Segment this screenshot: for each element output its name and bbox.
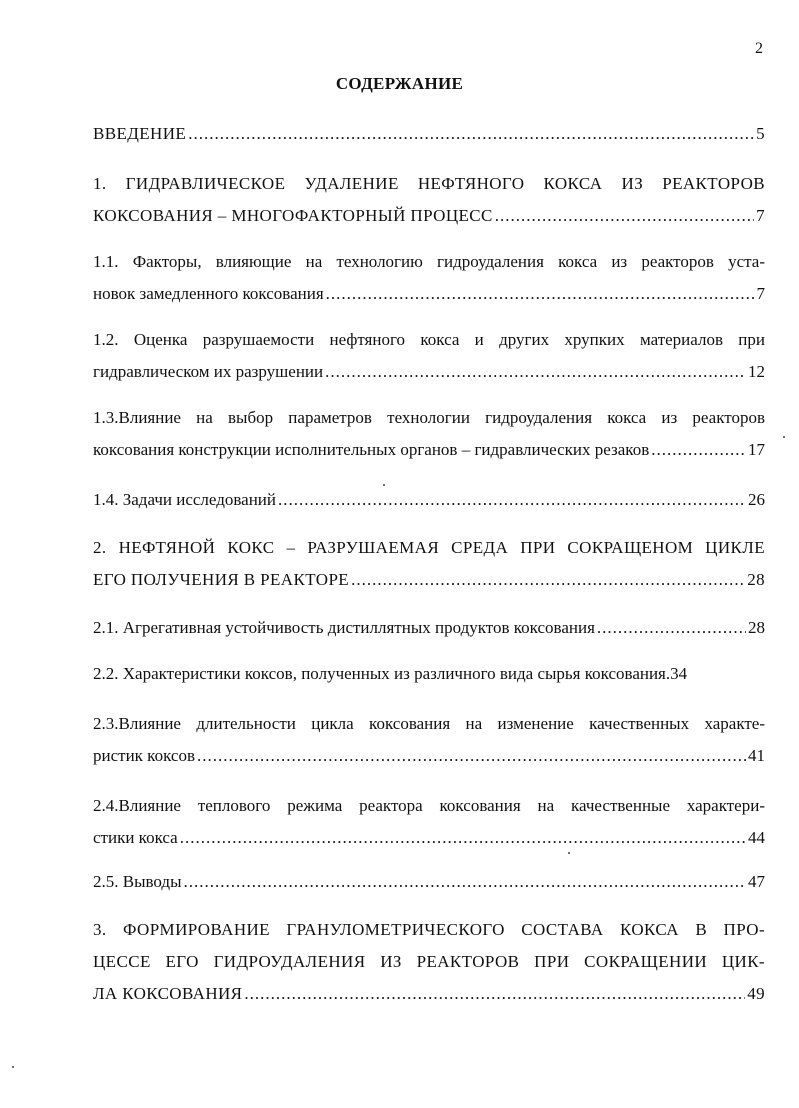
- toc-entry-title: 2.1. Агрегативная устойчивость дистиллятных продуктов коксования: [93, 618, 595, 637]
- scan-speck: [568, 852, 570, 854]
- toc-entry-page: 28: [747, 570, 765, 589]
- toc-entry-page: 47: [748, 872, 765, 891]
- toc-entry-title: 1.4. Задачи исследований: [93, 490, 277, 509]
- toc-entry-title-line: 2.3.Влияние длительности цикла коксования на изменение качественных характе-: [93, 714, 765, 733]
- toc-entry-title: ристик коксов: [93, 746, 195, 765]
- page-number: 2: [755, 40, 763, 57]
- page-title: СОДЕРЖАНИЕ: [335, 74, 464, 93]
- leader-dots: [188, 118, 754, 150]
- toc-entry-title: КОКСОВАНИЯ – МНОГОФАКТОРНЫЙ ПРОЦЕСС: [93, 206, 493, 225]
- toc-entry-2-2: [93, 658, 765, 690]
- toc-entry-title: 2.5. Выводы: [93, 872, 182, 891]
- toc-entry-title-line: 3. ФОРМИРОВАНИЕ ГРАНУЛОМЕТРИЧЕСКОГО СОСТАВА КОКСА В ПРО-: [93, 920, 765, 939]
- toc-entry-page: 28: [748, 618, 765, 637]
- toc-entry-2-5: [93, 866, 765, 898]
- leader-dots: [326, 278, 755, 310]
- scan-speck: [783, 436, 785, 438]
- leader-dots: [184, 866, 746, 898]
- toc-entry-introduction: [93, 118, 765, 150]
- leader-dots: [244, 978, 745, 1010]
- toc-entry-title-line: 2. НЕФТЯНОЙ КОКС – РАЗРУШАЕМАЯ СРЕДА ПРИ СОКРАЩЕНОМ ЦИКЛЕ: [93, 538, 765, 557]
- toc-entry-page: 44: [748, 828, 765, 847]
- toc-entry-page: 5: [756, 124, 765, 143]
- toc-entry-1-3: [93, 402, 765, 466]
- leader-dots: [325, 356, 746, 388]
- leader-dots: [597, 612, 746, 644]
- toc-entry-title-line: 2.4.Влияние теплового режима реактора коксования на качественные характери-: [93, 796, 765, 815]
- toc-entry-page: 49: [747, 984, 765, 1003]
- toc-entry-2-3: [93, 708, 765, 772]
- scan-speck: [383, 484, 385, 486]
- toc-entry-page: 17: [748, 440, 765, 459]
- toc-entry-title-line: ЦЕССЕ ЕГО ГИДРОУДАЛЕНИЯ ИЗ РЕАКТОРОВ ПРИ СОКРАЩЕНИИ ЦИК-: [93, 952, 765, 971]
- leader-dots: [180, 822, 746, 854]
- toc-entry-title-line: 1. ГИДРАВЛИЧЕСКОЕ УДАЛЕНИЕ НЕФТЯНОГО КОКСА ИЗ РЕАКТОРОВ: [93, 174, 765, 193]
- toc-entry-page: 41: [748, 746, 765, 765]
- toc-entry-1-2: [93, 324, 765, 388]
- toc-entry-chapter-2: [93, 532, 765, 596]
- leader-dots: [495, 200, 754, 232]
- toc-entry-page: 26: [748, 490, 765, 509]
- toc-entry-page: 7: [756, 284, 765, 303]
- toc-entry-title-line: 1.3.Влияние на выбор параметров технологии гидроудаления кокса из реакторов: [93, 408, 765, 427]
- toc-entry-title: ЕГО ПОЛУЧЕНИЯ В РЕАКТОРЕ: [93, 570, 350, 589]
- toc-entry-1-4: [93, 484, 765, 516]
- toc-entry-page: 34: [670, 664, 688, 683]
- toc-entry-2-1: [93, 612, 765, 644]
- scan-speck: [12, 1066, 14, 1068]
- toc-entry-title-line: 1.1. Факторы, влияющие на технологию гидроудаления кокса из реакторов уста-: [93, 252, 765, 271]
- toc-entry-1-1: [93, 246, 765, 310]
- toc-entry-title: гидравлическом их разрушении: [93, 362, 324, 381]
- toc-entry-title: 2.2. Характеристики коксов, полученных из различного вида сырья коксования.: [93, 664, 671, 683]
- toc-entry-title-line: 1.2. Оценка разрушаемости нефтяного кокса и других хрупких материалов при: [93, 330, 765, 349]
- toc-entry-title: коксования конструкции исполнительных органов – гидравлических резаков: [93, 440, 650, 459]
- toc-entry-2-4: [93, 790, 765, 854]
- leader-dots: [651, 434, 746, 466]
- leader-dots: [197, 740, 746, 772]
- toc-entry-title: новок замедленного коксования: [93, 284, 324, 303]
- toc-entry-chapter-3: [93, 914, 765, 1010]
- toc-entry-chapter-1: [93, 168, 765, 232]
- toc-entry-title: стики кокса: [93, 828, 178, 847]
- toc-entry-page: 12: [748, 362, 765, 381]
- toc-entry-title: ЛА КОКСОВАНИЯ: [93, 984, 243, 1003]
- leader-dots: [278, 484, 746, 516]
- toc-entry-title: ВВЕДЕНИЕ: [93, 124, 187, 143]
- toc-entry-page: 7: [756, 206, 765, 225]
- leader-dots: [351, 564, 745, 596]
